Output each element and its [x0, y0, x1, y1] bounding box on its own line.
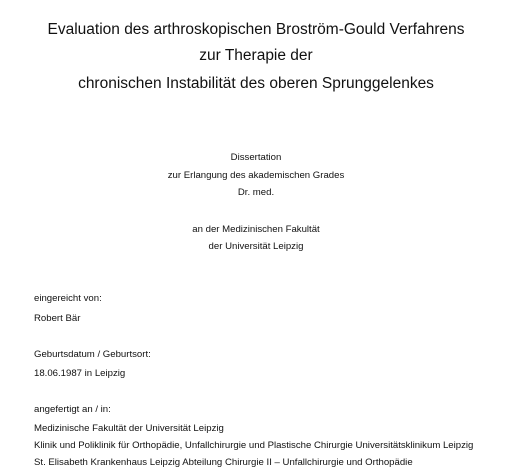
- degree-title: Dr. med.: [237, 187, 275, 198]
- prepared-at-label: angefertigt an / in:: [34, 404, 111, 415]
- faculty-line-2: der Universität Leipzig: [208, 241, 304, 252]
- author-name: Robert Bär: [34, 313, 81, 324]
- birth-value: 18.06.1987 in Leipzig: [34, 368, 126, 379]
- prepared-at-line-3: St. Elisabeth Krankenhaus Leipzig Abteilung Chirurgie II – Unfallchirurgie und Orthopädie: [34, 457, 413, 468]
- submitted-by-label: eingereicht von:: [34, 293, 102, 304]
- faculty-line-1: an der Medizinischen Fakultät: [192, 224, 320, 235]
- prepared-at-line-1: Medizinische Fakultät der Universität Leipzig: [34, 423, 224, 434]
- thesis-title-line-1: Evaluation des arthroskopischen Broström-Gould Verfahrens: [47, 21, 465, 38]
- degree-type: Dissertation: [230, 152, 282, 163]
- degree-purpose: zur Erlangung des akademischen Grades: [167, 170, 345, 181]
- birth-label: Geburtsdatum / Geburtsort:: [34, 349, 151, 360]
- prepared-at-line-2: Klinik und Poliklinik für Orthopädie, Unfallchirurgie und Plastische Chirurgie Universitätsklinikum Leipzig: [34, 440, 474, 451]
- thesis-title-line-2: zur Therapie der: [199, 47, 313, 64]
- thesis-title-line-3: chronischen Instabilität des oberen Sprunggelenkes: [78, 75, 434, 92]
